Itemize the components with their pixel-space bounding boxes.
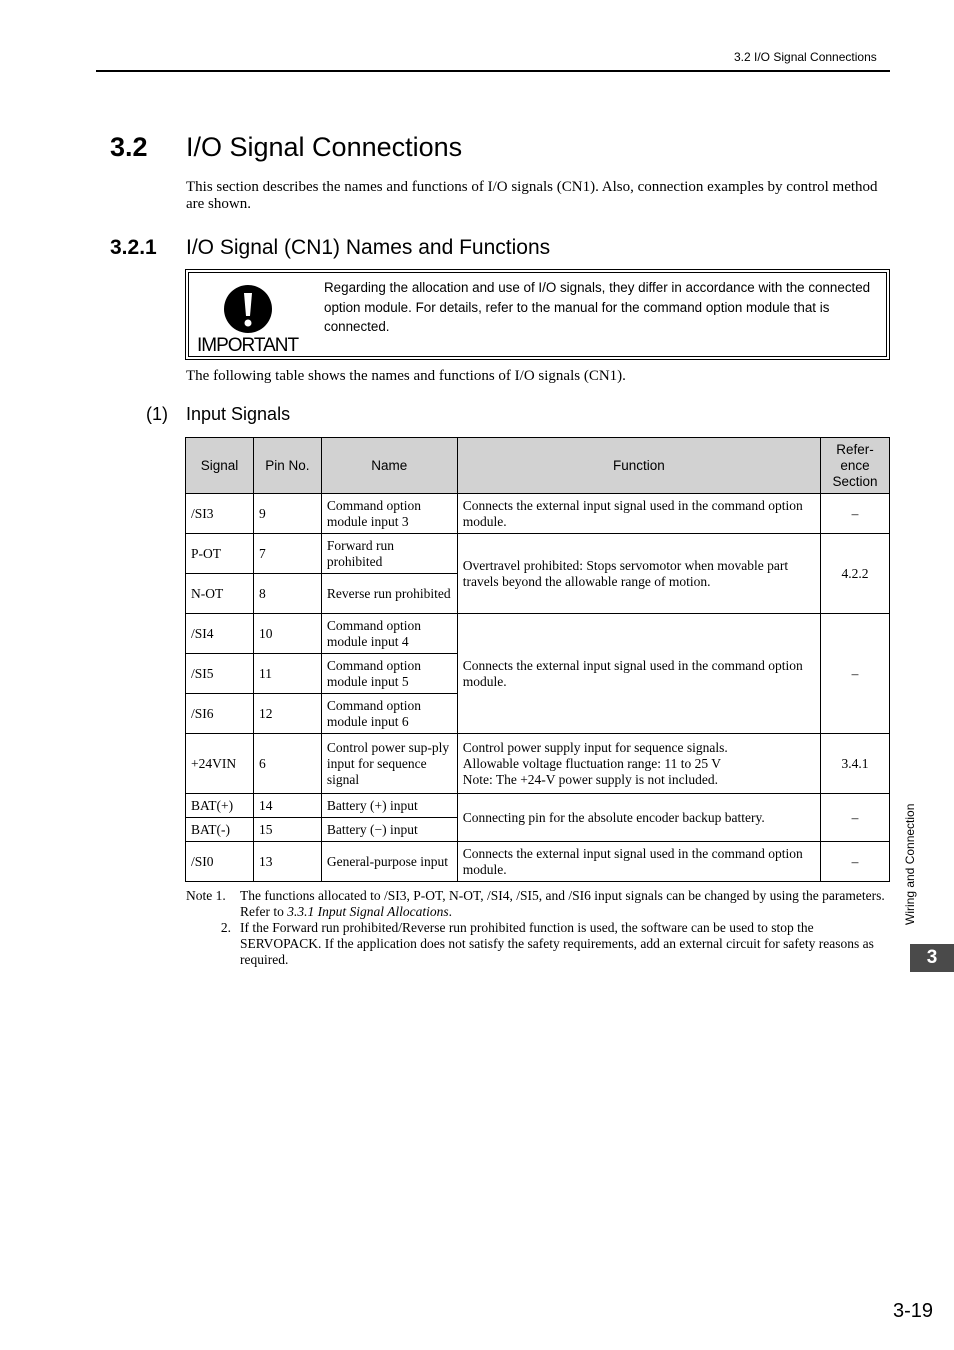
cell-signal: /SI3 (186, 494, 254, 534)
cell-name: Command option module input 6 (321, 694, 457, 734)
chapter-tab: 3 (910, 944, 954, 972)
table-row (186, 842, 890, 882)
running-head: 3.2 I/O Signal Connections (734, 50, 877, 64)
section-title: I/O Signal Connections (186, 132, 463, 162)
header-pin: Pin No. (253, 438, 321, 494)
cell-pin: 13 (253, 842, 321, 882)
table-row (186, 734, 890, 794)
cell-name: General-purpose input (321, 842, 457, 882)
cell-reference: – (821, 614, 890, 734)
section-number: 3.2 (110, 132, 148, 162)
note-item (186, 920, 890, 968)
cell-pin: 8 (253, 574, 321, 614)
note-label: Note 1. (186, 888, 226, 903)
header-rule (96, 70, 890, 72)
cell-pin: 15 (253, 818, 321, 842)
cell-signal: /SI6 (186, 694, 254, 734)
cell-name: Command option module input 3 (321, 494, 457, 534)
note-item (186, 888, 890, 920)
cell-function: Connects the external input signal used in the command option module. (457, 614, 820, 734)
cell-function: Connects the external input signal used in the command option module. (457, 494, 820, 534)
subsection-title: I/O Signal (CN1) Names and Functions (186, 236, 551, 259)
cell-reference: – (821, 494, 890, 534)
cell-pin: 10 (253, 614, 321, 654)
subsection-number: 3.2.1 (110, 236, 157, 259)
cell-signal: /SI5 (186, 654, 254, 694)
cell-function: Connects the external input signal used in the command option module. (457, 842, 820, 882)
cell-name: Command option module input 4 (321, 614, 457, 654)
function-line: Allowable voltage fluctuation range: 11 to 25 V (462, 755, 722, 771)
header-function: Function (457, 438, 820, 494)
cell-signal: N-OT (186, 574, 254, 614)
cell-name: Control power sup-ply input for sequence signal (321, 734, 457, 794)
input-signals-heading: Input Signals (186, 404, 291, 424)
cell-pin: 6 (253, 734, 321, 794)
table-row (186, 494, 890, 534)
cell-name: Battery (−) input (321, 818, 457, 842)
cell-pin: 11 (253, 654, 321, 694)
note-label: 2. (220, 920, 231, 935)
cell-signal: BAT(+) (186, 794, 254, 818)
page-number: 3-19 (893, 1300, 934, 1322)
cell-signal: +24VIN (186, 734, 254, 794)
cell-name: Forward run prohibited (321, 534, 457, 574)
cell-function: Connecting pin for the absolute encoder backup battery. (457, 794, 820, 842)
cell-signal: P-OT (186, 534, 254, 574)
cell-pin: 12 (253, 694, 321, 734)
function-note: Note: The +24-V power supply is not included. (462, 771, 719, 787)
exclamation-icon (224, 285, 272, 333)
section-intro: This section describes the names and functions of I/O signals (CN1). Also, connection examples by control method are shown. (186, 179, 878, 212)
cell-pin: 7 (253, 534, 321, 574)
table-header-row (186, 438, 890, 494)
cell-function (457, 734, 820, 794)
cell-signal: /SI4 (186, 614, 254, 654)
table-row (186, 614, 890, 654)
cell-reference: 3.4.1 (821, 734, 890, 794)
input-signals-table (185, 437, 890, 882)
cell-pin: 9 (253, 494, 321, 534)
header-name: Name (321, 438, 457, 494)
cell-pin: 14 (253, 794, 321, 818)
note-text: If the Forward run prohibited/Reverse run prohibited function is used, the software can be used to stop the SERVOPACK. If the application does not satisfy the safety requirements, add an external circuit for safety reasons as required. (240, 920, 874, 967)
important-label: IMPORTANT (197, 335, 299, 356)
important-box (185, 269, 890, 360)
cell-function: Overtravel prohibited: Stops servomotor when movable part travels beyond the allowable range of motion. (457, 534, 820, 614)
table-lead-text: The following table shows the names and functions of I/O signals (CN1). (186, 368, 626, 384)
cell-name: Reverse run prohibited (321, 574, 457, 614)
cell-signal: BAT(-) (186, 818, 254, 842)
note-reference-link: 3.3.1 Input Signal Allocations (287, 904, 449, 919)
header-reference: Refer- ence Section (821, 438, 890, 494)
function-line: Control power supply input for sequence signals. (462, 739, 728, 755)
note-text: The functions allocated to /SI3, P-OT, N-OT, /SI4, /SI5, and /SI6 input signals can be changed by using the parameters. Refer to 3.3.1 Input Signal Allocations. (240, 888, 885, 919)
cell-reference: – (821, 794, 890, 842)
table-row (186, 534, 890, 574)
cell-reference: 4.2.2 (821, 534, 890, 614)
header-signal: Signal (186, 438, 254, 494)
table-notes (186, 888, 890, 968)
table-row (186, 794, 890, 818)
cell-name: Battery (+) input (321, 794, 457, 818)
input-signals-number: (1) (146, 404, 168, 424)
important-text: Regarding the allocation and use of I/O signals, they differ in accordance with the connected option module. For details, refer to the manual for the command option module that is connected. (324, 280, 871, 334)
cell-signal: /SI0 (186, 842, 254, 882)
cell-reference: – (821, 842, 890, 882)
cell-name: Command option module input 5 (321, 654, 457, 694)
chapter-side-title: Wiring and Connection (903, 803, 917, 925)
